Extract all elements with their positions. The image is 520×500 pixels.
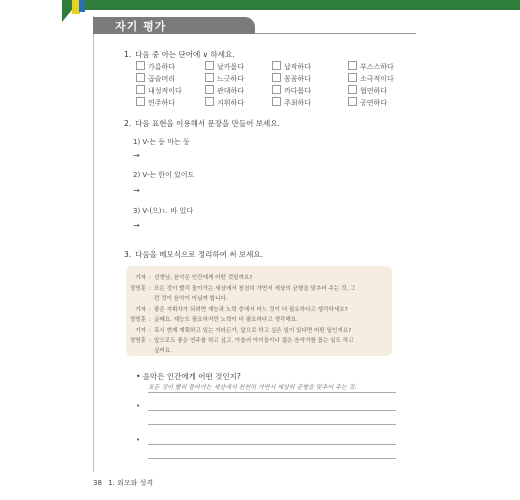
- word-label: 공연하다: [360, 99, 388, 107]
- word-checkbox[interactable]: [272, 85, 311, 96]
- checkbox-icon[interactable]: [348, 73, 357, 82]
- memo-bullet: •: [136, 436, 141, 444]
- checkbox-icon[interactable]: [136, 73, 145, 82]
- checkbox-icon[interactable]: [348, 85, 357, 94]
- expression-item-2: 2) V-는 한이 있어도: [133, 171, 195, 179]
- word-label: 지휘하다: [217, 99, 245, 107]
- question-2-text: 다음 표현을 이용해서 문장을 만들어 보세요.: [135, 119, 280, 128]
- word-checkbox[interactable]: [136, 97, 175, 108]
- word-label: 곱슬머리: [148, 75, 176, 83]
- dialog-line: [118, 294, 228, 302]
- speaker-colon: :: [149, 328, 151, 334]
- dialog-line: [118, 346, 172, 354]
- word-checkbox[interactable]: [272, 73, 311, 84]
- question-3: [124, 249, 263, 260]
- word-label: 꼼꼼하다: [284, 75, 312, 83]
- speaker-name: 기자: [135, 307, 146, 313]
- word-checkbox[interactable]: [136, 73, 175, 84]
- section-title: 자기 평가: [115, 20, 167, 33]
- question-1: [124, 49, 235, 60]
- word-checkbox[interactable]: [205, 97, 244, 108]
- dialog-text: 싶어요.: [154, 348, 172, 354]
- answer-line[interactable]: [148, 444, 396, 445]
- question-1-number: 1.: [124, 50, 132, 59]
- speaker-colon: :: [149, 275, 151, 281]
- speaker-colon: :: [149, 317, 151, 323]
- word-label: 소극적이다: [360, 75, 394, 83]
- word-checkbox[interactable]: [205, 85, 244, 96]
- speaker-name: 정명훈: [129, 286, 146, 292]
- dialog-text: 선생님, 음악은 인간에게 어떤 것일까요?: [154, 275, 253, 281]
- dialog-line: [118, 315, 298, 323]
- expression-item-1: 1) V-는 둥 마는 둥: [133, 138, 190, 146]
- word-checkbox[interactable]: [348, 61, 394, 72]
- word-label: 납작하다: [284, 63, 312, 71]
- checkbox-icon[interactable]: [272, 61, 281, 70]
- word-label: 부스스하다: [360, 63, 394, 71]
- dialog-text: 앞으로도 좋은 연주를 하고 싶고, 아울러 아이들이나 젊은 음악가를 돕는 일도 하고: [154, 338, 354, 344]
- word-checkbox[interactable]: [136, 61, 175, 72]
- word-checkbox[interactable]: [348, 97, 387, 108]
- word-label: 날카롭다: [217, 63, 245, 71]
- word-label: 내성적이다: [148, 87, 182, 95]
- page-number: 38: [93, 479, 102, 487]
- answer-arrow-2[interactable]: →: [133, 186, 140, 195]
- question-3-text: 다음을 메모식으로 정리하여 써 보세요.: [135, 250, 263, 259]
- answer-line[interactable]: [148, 410, 396, 411]
- dialog-line: [118, 284, 355, 292]
- header-divider: [255, 33, 416, 34]
- checkbox-icon[interactable]: [136, 97, 145, 106]
- word-checkbox[interactable]: [205, 73, 244, 84]
- page-footer: [93, 478, 153, 488]
- word-label: 관대하다: [217, 87, 245, 95]
- word-label: 연주하다: [148, 99, 176, 107]
- word-label: 가름하다: [148, 63, 176, 71]
- question-2: [124, 118, 280, 129]
- dialog-text: 혹시 현재 계획하고 있는 거라든가, 앞으로 하고 싶은 일이 있다면 어떤 일인지요?: [154, 328, 352, 334]
- checkbox-icon[interactable]: [348, 97, 357, 106]
- expression-item-3: 3) V-(으)ㄴ 바 있다: [133, 207, 194, 215]
- word-checkbox[interactable]: [348, 73, 394, 84]
- speaker-colon: :: [149, 338, 151, 344]
- checkbox-icon[interactable]: [272, 97, 281, 106]
- word-label: 협연하다: [360, 87, 388, 95]
- word-checkbox[interactable]: [136, 85, 182, 96]
- answer-line[interactable]: [148, 424, 396, 425]
- word-label: 까다롭다: [284, 87, 312, 95]
- word-checkbox[interactable]: [205, 61, 244, 72]
- answer-arrow-1[interactable]: →: [133, 151, 140, 160]
- dialog-text: 글쎄요. 재능도 필요하지만 노력이 더 필요하다고 생각해요.: [154, 317, 298, 323]
- memo-bullet: •: [136, 402, 141, 410]
- checkbox-icon[interactable]: [205, 61, 214, 70]
- dialog-text: 좋은 지휘자가 되려면 재능과 노력 중에서 어느 것이 더 필요하다고 생각하세요?: [154, 307, 348, 313]
- question-1-text: 다음 중 아는 단어에 ∨ 하세요.: [135, 50, 235, 59]
- checkbox-icon[interactable]: [205, 73, 214, 82]
- word-label: 주최하다: [284, 99, 312, 107]
- speaker-name: 기자: [135, 275, 146, 281]
- checkbox-icon[interactable]: [348, 61, 357, 70]
- checkbox-icon[interactable]: [205, 85, 214, 94]
- handwritten-answer[interactable]: 모든 것이 빨리 돌아가는 세상에서 천천히 가면서 세상의 균형을 맞추어 주는 것.: [148, 384, 357, 391]
- answer-arrow-3[interactable]: →: [133, 221, 140, 230]
- speaker-colon: :: [149, 286, 151, 292]
- checkbox-icon[interactable]: [272, 73, 281, 82]
- answer-line[interactable]: [148, 458, 396, 459]
- memo-question: • 음악은 인간에게 어떤 것인지?: [136, 372, 241, 381]
- question-3-number: 3.: [124, 250, 132, 259]
- dialog-line: [118, 273, 252, 281]
- speaker-name: 정명훈: [129, 317, 146, 323]
- checkbox-icon[interactable]: [136, 85, 145, 94]
- checkbox-icon[interactable]: [136, 61, 145, 70]
- word-checkbox[interactable]: [272, 97, 311, 108]
- chapter-name: 1. 외모와 성격: [108, 479, 154, 487]
- word-label: 느긋하다: [217, 75, 245, 83]
- checkbox-icon[interactable]: [205, 97, 214, 106]
- checkbox-icon[interactable]: [272, 85, 281, 94]
- top-decor-bar: [76, 0, 520, 10]
- speaker-name: 정명훈: [129, 338, 146, 344]
- dialog-text: 모든 것이 빨리 돌아가는 세상에서 천천히 가면서 세상의 균형을 맞추어 주는 것, 그: [154, 286, 356, 292]
- word-checkbox[interactable]: [272, 61, 311, 72]
- question-2-number: 2.: [124, 119, 132, 128]
- dialog-line: [118, 336, 354, 344]
- word-checkbox[interactable]: [348, 85, 387, 96]
- speaker-colon: :: [149, 307, 151, 313]
- answer-line[interactable]: [148, 392, 396, 393]
- dialog-text: 런 것이 음악이 아닐까 합니다.: [154, 296, 228, 302]
- dialog-line: [118, 305, 348, 313]
- dialog-line: [118, 326, 351, 334]
- speaker-name: 기자: [135, 328, 146, 334]
- top-decor-blue: [79, 0, 85, 12]
